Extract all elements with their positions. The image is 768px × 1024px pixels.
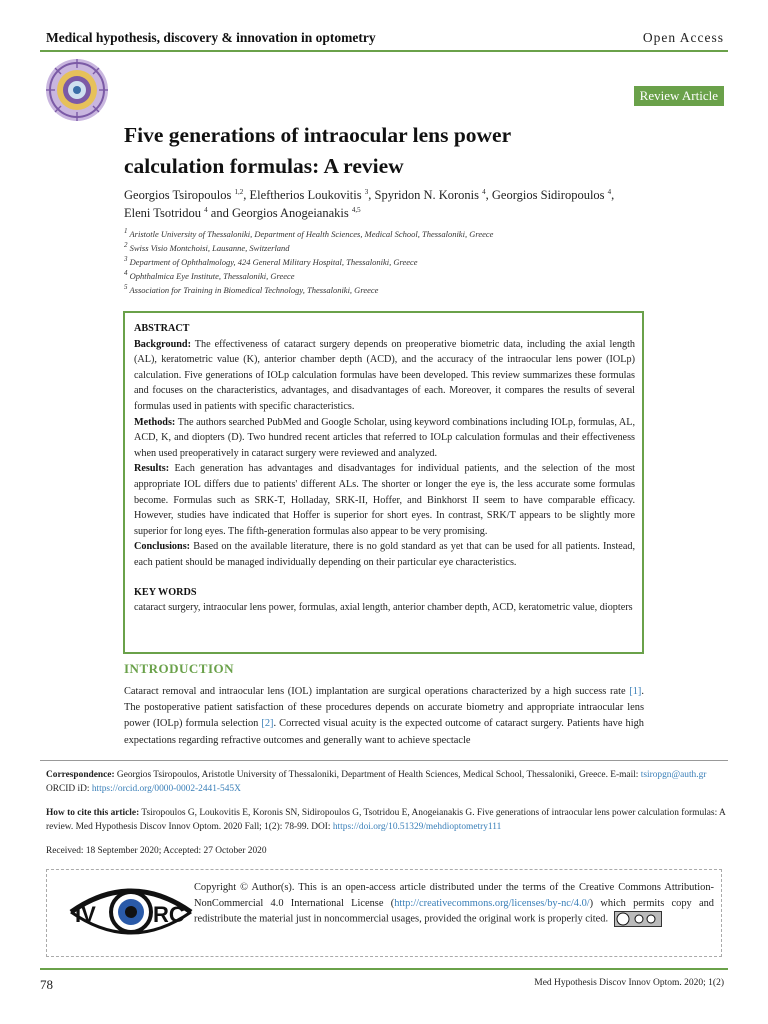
ivorc-logo-right-text: RC: [153, 902, 185, 927]
affiliation: [124, 281, 724, 297]
author: Eleftherios Loukovitis: [249, 188, 362, 203]
author: Georgios Anogeianakis: [231, 206, 349, 221]
abstract-box: [123, 311, 644, 654]
keywords-text: cataract surgery, intraocular lens power, formulas, axial length, anterior chamber depth, ACD, keratometric value, diopters: [134, 602, 633, 614]
results-text: Each generation has advantages and disadvantages for individual patients, and the selection of the most appropriate IOL differs due to patients' different ALs. The shorter or longer the eye is, the less accurate some formulas become. Formulas such as SRK-T, Holladay, SRK-II, Hoffer, and Binkhorst II seem to have comparable efficacy. However, studies have indicated that Hoffer is superior for short eyes. In contrast, SRK/T appears to be slightly more superior for long eyes. The fifth-generation formulas also appear to be very promising.: [134, 463, 636, 537]
license-box: [46, 869, 722, 957]
affiliation-number: 3: [124, 255, 128, 263]
license-text: [194, 880, 714, 927]
methods-label: Methods:: [134, 416, 176, 428]
conclusions-label: Conclusions:: [134, 541, 191, 553]
author-affil-sup: 1,2: [234, 188, 244, 196]
intro-text-1: Cataract removal and intraocular lens (IOL) implantation are surgical operations characterized by a high success rate: [124, 686, 626, 697]
author: Spyridon N. Koronis: [374, 188, 480, 203]
affiliation-number: 5: [124, 283, 128, 291]
affiliation-text: Aristotle University of Thessaloniki, Department of Health Sciences, Medical School, Thessaloniki, Greece: [129, 228, 494, 239]
author-conjunction: and: [210, 206, 229, 221]
abstract-methods: [134, 415, 635, 462]
methods-text: The authors searched PubMed and Google Scholar, using keyword combinations including IOLp, formulas, AL, ACD, K, and diopters (D). Two hundred recent articles that referred to IOLp calculation formulas and their effectiveness when used preoperatively in cataract surgery were reviewed and analyzed.: [134, 416, 635, 459]
affiliation-text: Ophthalmica Eye Institute, Thessaloniki, Greece: [129, 270, 295, 281]
affiliation-text: Swiss Visio Montchoisi, Lausanne, Switzerland: [129, 242, 290, 253]
affiliation-text: Department of Ophthalmology, 424 General Military Hospital, Thessaloniki, Greece: [129, 256, 418, 267]
article-title: [124, 120, 684, 182]
introduction-heading: INTRODUCTION: [124, 661, 235, 676]
article-type-badge: Review Article: [634, 86, 724, 106]
author-affil-sup: 4: [482, 188, 486, 196]
license-text-2: ) which permits copy and redistribute the material just in noncommercial usages, provided the original work is properly cited.: [194, 897, 714, 925]
footer-citation: Med Hypothesis Discov Innov Optom. 2020; 1(2): [534, 978, 724, 988]
doi-link[interactable]: https://doi.org/10.51329/mehdioptometry111: [332, 822, 502, 832]
abstract-results: [134, 461, 635, 539]
abstract-heading: ABSTRACT: [134, 323, 190, 334]
title-line-2: calculation formulas: A review: [124, 154, 404, 178]
author-list: Georgios Tsiropoulos $^{1,2}$, Eleftherios Loukovitis $^3$, Spyridon N. Koronis $^4$, Georgios Sidiropoulos $^4$, Eleni Tsotridou $^4$ and Georgios Anogeianakis $^{4,5}$: [124, 188, 615, 221]
cc-by-nc-badge-icon: [614, 911, 662, 927]
journal-name: Medical hypothesis, discovery & innovation in optometry: [46, 30, 376, 45]
author: Georgios Sidiropoulos: [491, 188, 605, 203]
citation-link[interactable]: [2]: [261, 718, 274, 730]
how-to-cite-label: How to cite this article:: [46, 808, 140, 818]
affiliation-text: Association for Training in Biomedical Technology, Thessaloniki, Greece: [129, 284, 379, 295]
background-text: The effectiveness of cataract surgery depends on preoperative biometric data, including the axial length (AL), keratometric value (K), anterior chamber depth (ACD), and the accuracy of the intraocular lens power (IOLp) calculation. Five generations of IOLp calculation formulas have been developed. This review summarizes these formulas and focuses on the characteristics, advantages, and disadvantages of each. Moreover, it compares the results of several formulas used in patients with specific characteristics.: [134, 338, 635, 412]
keywords-heading: KEY WORDS: [134, 586, 197, 598]
author-affil-sup: 4,5: [351, 206, 361, 215]
author-affil-sup: 4: [204, 206, 208, 215]
author-affil-sup: 4: [607, 188, 612, 196]
section-divider: [40, 760, 728, 761]
abstract-conclusions: [134, 539, 635, 570]
received-accepted-dates: Received: 18 September 2020; Accepted: 27 October 2020: [46, 846, 267, 856]
background-label: Background:: [134, 338, 191, 350]
orcid-link[interactable]: https://orcid.org/0000-0002-2441-545X: [91, 784, 241, 794]
conclusions-text: Based on the available literature, there is no gold standard as yet that can be used for all patients. Instead, each patient should be managed individually depending on their particular eye characteristics.: [134, 541, 635, 568]
license-url-link[interactable]: http://creativecommons.org/licenses/by-nc/4.0/: [394, 897, 590, 909]
correspondence-text: Georgios Tsiropoulos, Aristotle University of Thessaloniki, Department of Health Sciences, Medical School, Thessaloniki, Greece. E-mail:: [116, 770, 639, 780]
affiliation-number: 4: [124, 269, 128, 277]
open-access-label: Open Access: [642, 30, 724, 45]
title-line-1: Five generations of intraocular lens power: [124, 123, 512, 147]
author: Georgios Tsiropoulos: [124, 188, 232, 203]
how-to-cite-text: Tsiropoulos G, Loukovitis E, Koronis SN, Sidiropoulos G, Tsotridou E, Anogeianakis G. Five generations of intraocular lens power calculation formulas: A review. Med Hypothesis Discov Innov Optom. 2020 Fall; 1(2): 78-99. DOI:: [46, 808, 726, 832]
intro-text-3: . Corrected visual acuity is the expected outcome of cataract surgery. Patients have high expectations regarding refractive outcomes and generally want to achieve spectacle: [124, 718, 644, 746]
email-link[interactable]: tsiropgn@auth.gr: [640, 770, 707, 780]
author-affil-sup: 3: [364, 188, 369, 196]
page-number: 78: [40, 977, 53, 992]
affiliation-number: 2: [124, 241, 128, 249]
header-divider: [40, 50, 728, 52]
intro-text-2: . The postoperative patient satisfaction of these procedures depends on accurate biometry and appropriate intraocular lens power (IOLp) formula selection: [124, 686, 644, 730]
affiliation-number: 1: [124, 227, 128, 235]
author: Eleni Tsotridou: [124, 206, 202, 221]
journal-mandala-logo-icon: [44, 57, 110, 123]
introduction-paragraph: [124, 684, 644, 749]
ivorc-logo-icon: [61, 876, 201, 948]
orcid-label: ORCID iD:: [46, 784, 90, 794]
correspondence-label: Correspondence:: [46, 770, 115, 780]
results-label: Results:: [134, 463, 170, 475]
abstract-background: [134, 337, 635, 415]
how-to-cite: [46, 806, 726, 834]
footer-divider: [40, 968, 728, 970]
correspondence: [46, 768, 726, 796]
license-text-1: Copyright © Author(s). This is an open-access article distributed under the terms of the Creative Commons Attribution-NonCommercial 4.0 International License (: [194, 882, 714, 909]
ivorc-logo-left-text: IV: [75, 902, 96, 927]
abstract-content: [134, 321, 635, 616]
citation-link[interactable]: [1]: [629, 686, 642, 697]
